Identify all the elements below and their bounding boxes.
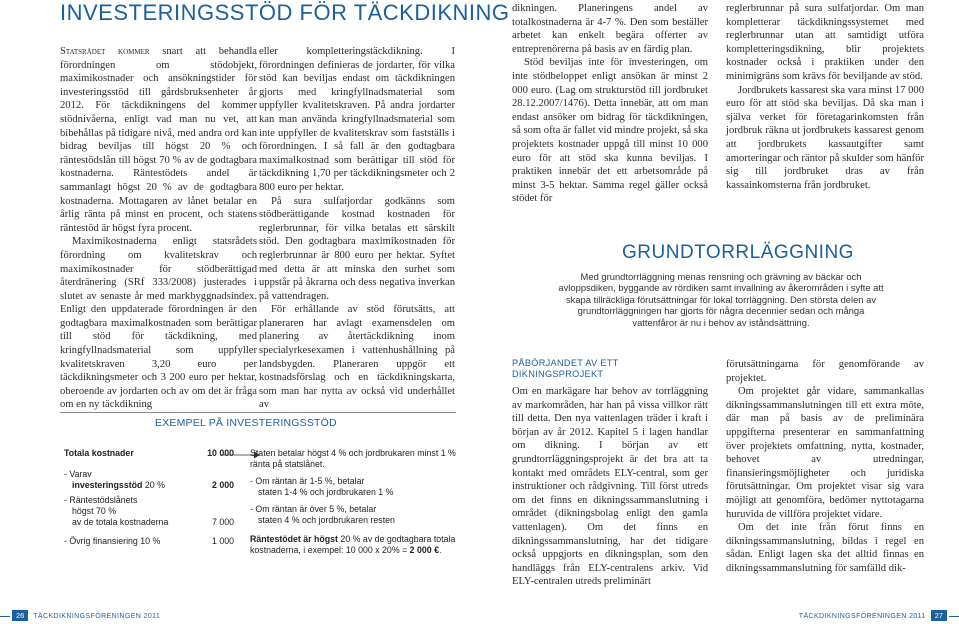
example-table	[64, 448, 234, 547]
paragraph: reglerbrunnar på sura sulfatjordar. Om man kompletterar täckdikningssystemet med reglerbrunnar utan att samtidigt utföra kompletteringsdikning, blir projektets kostnader också i praktiken under den minimigräns som krävs för beviljande av stöd.	[726, 3, 924, 82]
sub-heading	[512, 358, 619, 380]
paragraph: förutsättningarna för genomförande av projektet.	[726, 359, 924, 384]
sub-heading-line2: DIKNINGSPROJEKT	[512, 369, 604, 379]
example-title: EXEMPEL PÅ INVESTERINGSSTÖD	[155, 417, 337, 429]
paragraph: eller kompletteringstäckdikning. I förordningen definieras de jordarter, för vilka stöd kan beviljas endast om täckdikningen gjorts med kringfyllnadsmaterial som uppfyller kvalitetskraven. På andra jordarter kan man använda kringfyllnadsmaterial som inte uppfyller de kvalitetskrav som fastställs i förordningen. I så fall är den godtagbara maximalkostnad som berättigar till stöd för täckdikning 1,70 per täckdikningsmeter och 2 800 euro per hektar.	[259, 46, 455, 193]
ovrig-label: - Övrig finansiering 10 %	[64, 536, 161, 546]
footer-left	[0, 610, 160, 622]
rs-line2: högst 70 %	[72, 506, 117, 516]
text-column-2	[259, 45, 455, 412]
page-number-left: 26	[12, 610, 28, 621]
ovrig-value: 1 000	[211, 536, 234, 546]
page-number-right: 27	[931, 610, 947, 621]
inv-label-rest: 20 %	[142, 480, 165, 490]
note-2-line2: staten 1-4 % och jordbrukaren 1 %	[258, 487, 394, 497]
total-label: Totala kostnader	[64, 448, 134, 458]
note-3-line1: - Om räntan är över 5 %, betalar	[250, 504, 377, 514]
note-2-line1: - Om räntan är 1-5 %, betalar	[250, 476, 365, 486]
example-row	[64, 480, 234, 491]
note-4	[250, 534, 456, 556]
note-4-text: 20 % av de godtagbara totala kostnaderna, i exempel: 10 000 x 20% =	[250, 534, 456, 555]
text-column-4	[726, 2, 924, 192]
lead-smallcaps: Statsrådet kommer	[60, 46, 150, 57]
example-top-rule	[60, 412, 456, 413]
text-column-3	[512, 2, 708, 206]
paragraph: För erhållande av stöd förutsätts, att planeraren har avlagt examensdelen om planering av återtäckdikning inom specialyrkesexamen i vattenhushållning på landsbygden. Planeraren uppgör ett kostnadsförslag och en täckdikningskarta, som man har nytta av också vid underhållet av	[259, 304, 455, 411]
footer-rule	[0, 616, 10, 617]
text-column-1	[60, 45, 257, 412]
note-4-end: .	[439, 545, 442, 555]
example-row	[64, 448, 234, 459]
rs-line3: av de totala kostnaderna	[72, 517, 169, 527]
paragraph-text: snart att behandla förordningen om stödobjekt, maximikostnader och ansökningstider för investeringsstöd till gårdsbruksenheter år 2012. För täckdikningens del kommer stödnivåerna, enligt vad man nu vet, att bibehållas på tidigare nivå, med andra ord kan bidrag beviljas till högst 20 % och räntestödslån till högst 70 % av de godtagbara kostnaderna. Räntestödets andel är sammanlagt högst 20 % av de godtagbara kostnaderna. Mottagaren av lånet betalar en årlig ränta på minst en procent, och statens räntestöd är högst fyra procent.	[60, 46, 257, 234]
rs-line1: - Räntestödslånets	[64, 495, 138, 505]
paragraph: dikningen. Planeringens andel av totalkostnaderna är 4-7 %. Den som beställer arbetet kan enkelt begära offerter av entreprenörerna på basis av en färdig plan.	[512, 3, 708, 55]
page-title: INVESTERINGSSTÖD FÖR TÄCKDIKNING	[60, 0, 510, 25]
varav-label: - Varav	[64, 469, 92, 479]
paragraph: Om det inte från förut finns en dikningssammanslutning, bildas i regel en sådan. Enligt lagen ska det alltid finnas en dikningssammanslutning för samfälld dik-	[726, 522, 924, 574]
text-column-5	[512, 385, 708, 589]
paragraph: Maximikostnaderna enligt statsrådets förordning om kvalitetskrav och maximikostnader för stödberättigad återdränering (SRf 333/2008) justerades i slutet av senaste år med markbyggnadsindex. Enligt den uppdaterade förordningen är den godtagbara maximalkostnaden som berättigar till stöd för täckdikning, med kringfyllnadsmaterial som uppfyller kvalitetskraven 3,20 euro per täckdikningsmeter och 3 200 euro per hektar, oberoende av jordarten och av om det är fråga om en ny täckdikning	[60, 236, 257, 411]
inv-label	[72, 480, 165, 491]
section-heading: GRUNDTORRLÄGGNING	[622, 242, 854, 263]
paragraph: Stöd beviljas inte för investeringen, om inte stödbeloppet enligt ansökan är minst 2 000 euro. (Lag om strukturstöd till jordbruket 28.12.2007/1476). Detta innebär, att om man endast ansöker om bidrag för täckdikningen, så som ofta är fallet vid mindre projekt, så ska projektets kostnader uppgå till minst 10 000 euro för att stöd ska kunna beviljas. I praktiken innebär det ett arbetsområde på minst 3-5 hektar. Samma regel gäller också stödet för	[512, 57, 708, 205]
text-column-6	[726, 358, 924, 576]
footer-rule	[949, 616, 959, 617]
rs-value: 7 000	[211, 517, 234, 527]
sub-heading-line1: PÅBÖRJANDET AV ETT	[512, 358, 619, 368]
inv-value: 2 000	[211, 480, 234, 490]
paragraph: Om en markägare har behov av torrläggning av markområden, har han på vissa villkor rätt till detta. Den nya vattenlagen träder i kraft i början av år 2012. Kapitel 5 i lagen handlar om dikning. I början av ett grundtorrläggningsprojekt är det bra att ta kontakt med områdets ELY-central, som ger instruktioner och rådgivning. Till först utreds om det finns en dikningssammanslutning i området (dikningsbolag enligt den gamla vattenlagen). Om det finns en dikningssammanslutning, har det tidigare också uppgjorts en dikningsplan, som den handläggs från ELY-centralens arkiv. Vid ELY-centralen utreds preliminärt	[512, 386, 708, 588]
note-3-line2: staten 4 % och jordbrukaren resten	[258, 515, 395, 525]
publisher-right: TÄCKDIKNINGSFÖRENINGEN 2011	[798, 613, 926, 620]
example-notes	[250, 448, 456, 556]
paragraph: Jordbrukets kassarest ska vara minst 17 000 euro för att stöd ska beviljas. Då ska man i själva verket för företagarinkomsten från jordbruk räkna ut jordbrukets kassarest genom att jordbrukets kassautgifter samt amorteringar och räntor på skulder som hänför sig till jordbruket dras av från kassainkomsterna från jordbruket.	[726, 84, 924, 191]
example-row	[64, 517, 234, 528]
section-intro: Med grundtorrläggning menas rensning och grävning av bäckar och avloppsdiken, byggande av rördiken samt invallning av åkerområden i syfte att skapa tillräckliga förutsättningar för lokal torrläggning. Den största delen av grundtorrläggningen har gjorts för några decennier sedan och många vattenfåror är nu i behov av iståndsättning.	[558, 271, 884, 328]
total-value: 10 000	[207, 448, 234, 458]
footer-right	[799, 610, 959, 622]
paragraph: Om projektet går vidare, sammankallas dikningssammanslutningen till ett extra möte, där man på basis av de preliminära uppgifterna presenterar en sammanfattning över projektets omfattning, nytta, kostnader, behovet av utredningar, finansieringsmöjligheter och juridiska förutsättningar. Om projektet visar sig vara möjligt att genomföra, bedömer nyttotagarna huruvida de villföra projektet vidare.	[726, 386, 924, 520]
publisher-left: TÄCKDIKNINGSFÖRENINGEN 2011	[33, 613, 161, 620]
inv-label-bold: investeringsstöd	[72, 480, 143, 490]
note-1: Staten betalar högst 4 % och jordbrukaren minst 1 % ränta på statslånet.	[250, 448, 456, 469]
note-4-bold: Räntestödet är högst	[250, 534, 338, 544]
paragraph: På sura sulfatjordar godkänns som stödberättigande kostnad kostnaden för reglerbrunnar, för vilka betalas ett särskilt stöd. Den godtagbara maximikostnaden för reglerbrunnar är 800 euro per hektar. Syftet med detta är att minska den surhet som uppstår på åkrarna och dess negativa inverkan på vattendragen.	[259, 195, 455, 302]
example-row	[64, 536, 234, 547]
note-4-result: 2 000 €	[409, 545, 440, 555]
paragraph	[60, 45, 257, 235]
